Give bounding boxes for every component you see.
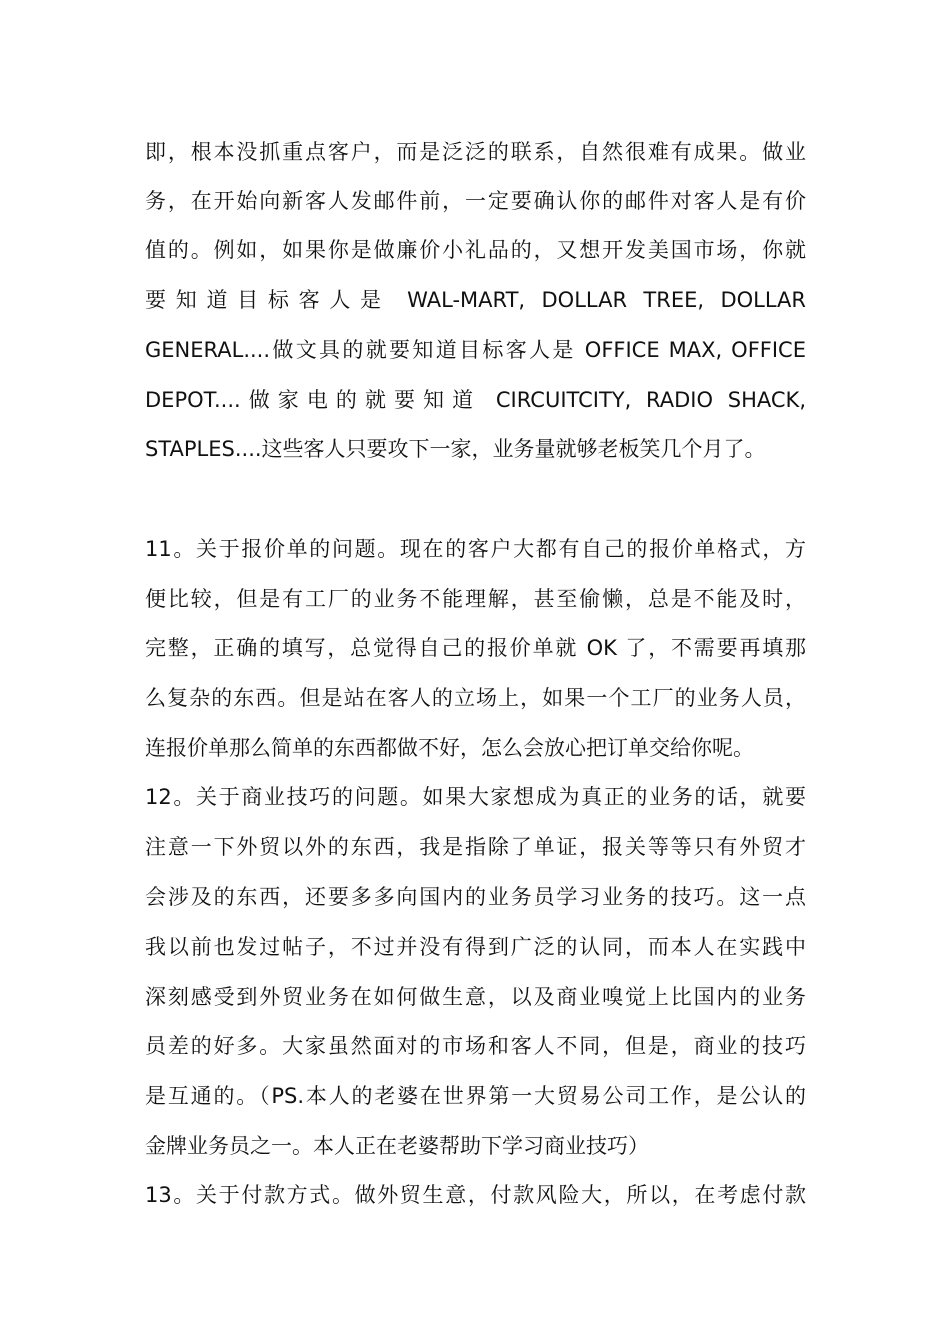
text-line: GENERAL....做文具的就要知道目标客人是 OFFICE MAX, OFFICE [145,338,806,362]
text-line: 是互通的。（PS.本人的老婆在世界第一大贸易公司工作，是公认的 [145,1084,806,1108]
text-line: 12。关于商业技巧的问题。如果大家想成为真正的业务的话，就要 [145,785,806,809]
text-line: 员差的好多。大家虽然面对的市场和客人不同，但是，商业的技巧 [145,1034,806,1058]
text-line: 连报价单那么简单的东西都做不好，怎么会放心把订单交给你呢。 [145,736,754,760]
text-line: 完整，正确的填写，总觉得自己的报价单就 OK 了，不需要再填那 [145,636,806,660]
text-line: 么复杂的东西。但是站在客人的立场上，如果一个工厂的业务人员， [145,686,806,710]
text-line: 要知道目标客人是 WAL-MART, DOLLAR TREE, DOLLAR [145,288,806,312]
text-line: 我以前也发过帖子，不过并没有得到广泛的认同，而本人在实践中 [145,935,806,959]
text-line: 便比较，但是有工厂的业务不能理解，甚至偷懒，总是不能及时， [145,587,806,611]
text-line: 11。关于报价单的问题。现在的客户大都有自己的报价单格式，方 [145,537,806,561]
text-line: 深刻感受到外贸业务在如何做生意，以及商业嗅觉上比国内的业务 [145,985,806,1009]
text-line: 务，在开始向新客人发邮件前，一定要确认你的邮件对客人是有价 [145,189,806,213]
text-line: DEPOT....做家电的就要知道 CIRCUITCITY, RADIO SHACK, [145,388,806,412]
text-line: 即，根本没抓重点客户，而是泛泛的联系，自然很难有成果。做业 [145,140,806,164]
text-line: 会涉及的东西，还要多多向国内的业务员学习业务的技巧。这一点 [145,885,806,909]
text-line: 金牌业务员之一。本人正在老婆帮助下学习商业技巧） [145,1134,649,1158]
text-line: 值的。例如，如果你是做廉价小礼品的，又想开发美国市场，你就 [145,238,806,262]
text-line: 注意一下外贸以外的东西，我是指除了单证，报关等等只有外贸才 [145,835,806,859]
text-line: 13。关于付款方式。做外贸生意，付款风险大，所以，在考虑付款 [145,1183,806,1207]
text-line: STAPLES....这些客人只要攻下一家，业务量就够老板笑几个月了。 [145,437,766,461]
